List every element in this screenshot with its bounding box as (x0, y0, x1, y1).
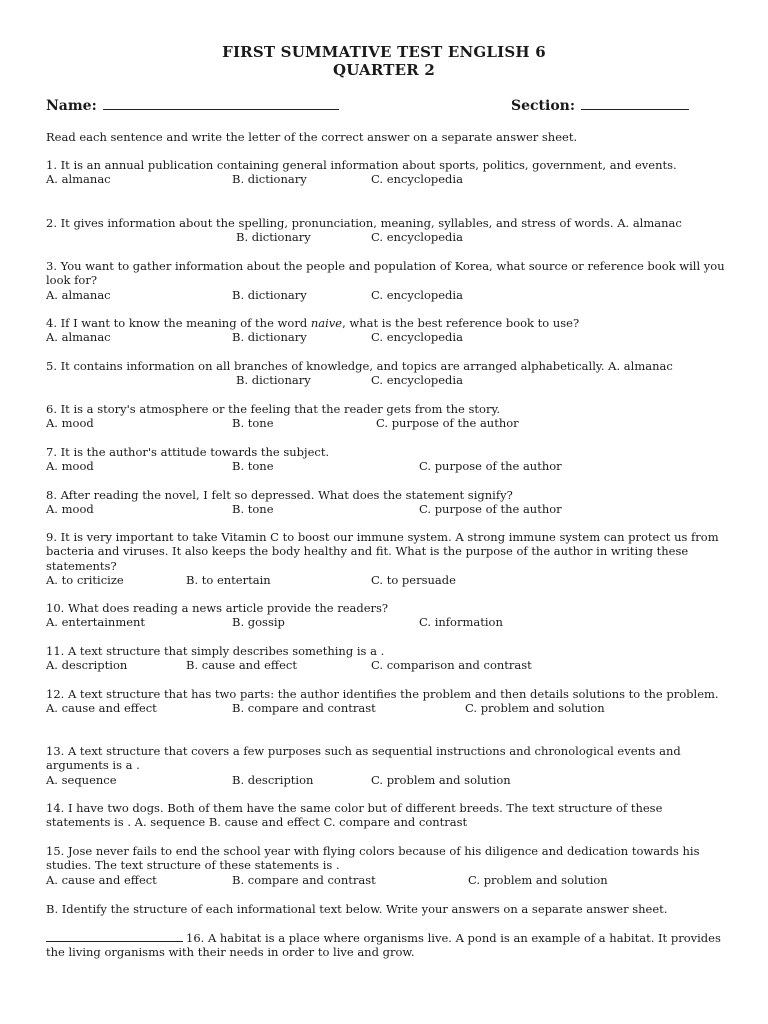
question-text (46, 316, 726, 330)
question-16 (46, 930, 726, 960)
option-c: C. to persuade (371, 572, 456, 587)
option-c: C. purpose of the author (376, 416, 519, 431)
option-b: B. gossip (232, 615, 285, 630)
option-b: B. dictionary (236, 373, 311, 388)
question-text: 10. What does reading a news article provide the readers? (46, 601, 389, 615)
option-c: C. problem and solution (465, 701, 605, 716)
option-c: C. problem and solution (468, 872, 608, 887)
question-6 (46, 402, 726, 431)
italic-word: naive (310, 316, 343, 330)
question-text-end: , what is the best reference book to use? (342, 316, 580, 330)
question-16-text: 16. A habitat is a place where organisms live. A pond is an example of a habitat. It provides the living organisms with their needs in order to live and grow. (46, 931, 721, 960)
option-c: C. encyclopedia (371, 373, 463, 388)
option-c: C. comparison and contrast (371, 658, 532, 673)
question-5 (46, 359, 726, 388)
question-text: 11. A text structure that simply describes something is a . (46, 644, 385, 658)
option-b: B. dictionary (236, 230, 311, 245)
question-text: 6. It is a story's atmosphere or the feeling that the reader gets from the story. (46, 402, 501, 416)
option-b: B. tone (232, 502, 274, 517)
option-a: A. mood (46, 502, 94, 517)
question-7 (46, 445, 726, 474)
question-10 (46, 601, 726, 630)
question-4 (46, 316, 726, 345)
question-text: 15. Jose never fails to end the school year with flying colors because of his diligence and dedication towards his studies. The text structure of these statements is . (46, 844, 700, 873)
option-b: B. dictionary (232, 330, 307, 345)
option-a: A. almanac (46, 330, 111, 345)
option-a: A. almanac (46, 172, 111, 187)
option-c: C. encyclopedia (371, 287, 463, 302)
test-title: FIRST SUMMATIVE TEST ENGLISH 6 (222, 43, 546, 61)
option-a: A. sequence (46, 772, 117, 787)
option-c: C. purpose of the author (419, 502, 562, 517)
question-1 (46, 158, 726, 187)
option-b: B. compare and contrast (232, 872, 376, 887)
instructions: Read each sentence and write the letter of the correct answer on a separate answer sheet. (46, 130, 578, 144)
option-c: C. problem and solution (371, 772, 511, 787)
name-blank-line (103, 96, 339, 110)
option-b: B. cause and effect (186, 658, 297, 673)
quarter-title: QUARTER 2 (332, 61, 436, 79)
option-c: C. encyclopedia (371, 330, 463, 345)
section-label: Section: (511, 98, 576, 114)
option-a: A. entertainment (46, 615, 146, 630)
question-9 (46, 530, 726, 587)
option-b: B. dictionary (232, 172, 307, 187)
option-a: A. mood (46, 416, 94, 431)
question-11 (46, 644, 726, 673)
option-c: C. information (419, 615, 503, 630)
option-a: A. cause and effect (46, 701, 157, 716)
option-c: C. encyclopedia (371, 172, 463, 187)
question-text: 2. It gives information about the spelling, pronunciation, meaning, syllables, and stress of words. A. almanac (46, 216, 682, 230)
question-15 (46, 844, 726, 887)
question-text: 8. After reading the novel, I felt so depressed. What does the statement signify? (46, 488, 513, 502)
option-a: A. mood (46, 459, 94, 474)
question-text: 14. I have two dogs. Both of them have the same color but of different breeds. The text structure of these statements is . A. sequence B. cause and effect C. compare and contrast (46, 801, 663, 830)
question-13 (46, 744, 726, 787)
option-b: B. tone (232, 416, 274, 431)
question-text: 7. It is the author's attitude towards the subject. (46, 445, 330, 459)
question-12 (46, 687, 726, 716)
option-a: A. almanac (46, 287, 111, 302)
option-a: A. description (46, 658, 128, 673)
option-b: B. compare and contrast (232, 701, 376, 716)
question-text: 5. It contains information on all branches of knowledge, and topics are arranged alphabetically. A. almanac (46, 359, 673, 373)
question-text (46, 930, 726, 960)
answer-blank-line (46, 930, 183, 942)
question-text: 12. A text structure that has two parts: the author identifies the problem and then details solutions to the problem. (46, 687, 719, 701)
question-2 (46, 216, 726, 245)
question-14 (46, 801, 726, 830)
option-b: B. tone (232, 459, 274, 474)
question-text-start: 4. If I want to know the meaning of the word (46, 316, 311, 330)
option-b: B. dictionary (232, 287, 307, 302)
option-b: B. to entertain (186, 572, 271, 587)
question-3 (46, 259, 726, 302)
question-text: 13. A text structure that covers a few purposes such as sequential instructions and chronological events and arguments is a . (46, 744, 681, 773)
question-8 (46, 488, 726, 517)
option-b: B. description (232, 772, 314, 787)
question-text: 9. It is very important to take Vitamin C to boost our immune system. A strong immune system can protect us from bacteria and viruses. It also keeps the body healthy and fit. What is the purpose of the author in writing these statements? (46, 530, 719, 573)
name-label: Name: (46, 98, 97, 114)
section-blank-line (581, 96, 689, 110)
name-field (46, 96, 339, 114)
question-text: 3. You want to gather information about the people and population of Korea, what source or reference book will you look for? (46, 259, 725, 288)
option-c: C. encyclopedia (371, 230, 463, 245)
option-a: A. cause and effect (46, 872, 157, 887)
option-c: C. purpose of the author (419, 459, 562, 474)
question-text: 1. It is an annual publication containing general information about sports, politics, government, and events. (46, 158, 677, 172)
part-b-instructions: B. Identify the structure of each informational text below. Write your answers on a separate answer sheet. (46, 902, 668, 916)
option-a: A. to criticize (46, 572, 124, 587)
section-field (511, 96, 689, 114)
